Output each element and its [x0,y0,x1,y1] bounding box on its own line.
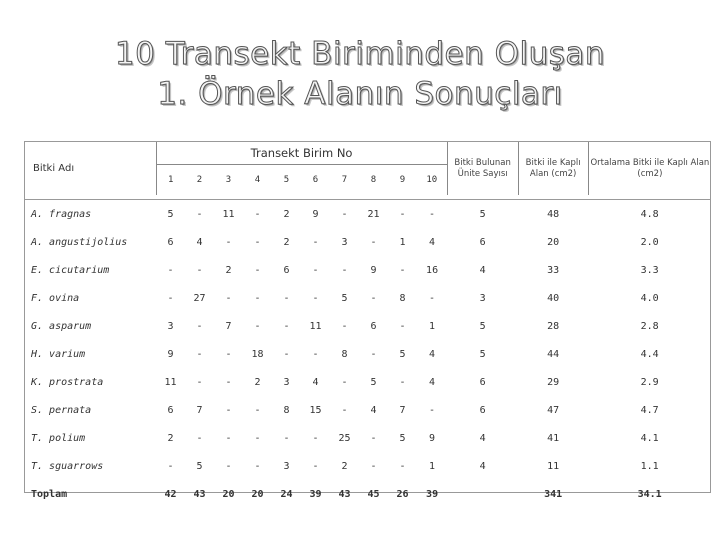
unit-value-cell: - [312,292,319,304]
unit-value-cell: - [429,404,436,416]
unit-value-cell: - [312,432,319,444]
unit-count-cell: 6 [479,376,486,388]
table-row [25,200,711,229]
table-row [25,452,711,480]
unit-count-cell [447,480,518,508]
average-area-cell: 34.1 [637,488,662,500]
unit-value-cell: 11 [222,208,235,220]
unit-value-cell: - [283,320,290,332]
average-area-header: Ortalama Bitki ile Kaplı Alan (cm2) [588,142,711,195]
unit-value-cell: - [341,320,348,332]
unit-value-cell: 3 [283,376,290,388]
average-area-cell: 4.0 [640,292,659,304]
unit-count-cell: 5 [479,208,486,220]
unit-value-cell: - [399,376,406,388]
table-row [25,396,711,424]
table-row [25,312,711,340]
unit-value-cell: 7 [399,404,406,416]
unit-value-cell: 4 [429,348,436,360]
unit-value-cell: 8 [399,292,406,304]
title-line-1: 10 Transekt Biriminden Oluşan [114,36,606,72]
unit-count-cell: 6 [479,236,486,248]
unit-value-cell: 42 [164,488,177,500]
table-row [25,340,711,368]
total-row [25,480,711,508]
average-area-cell: 4.4 [640,348,659,360]
unit-value-cell: - [399,264,406,276]
unit-value-cell: 3 [167,320,174,332]
covered-area-cell: 40 [547,292,560,304]
unit-value-cell: - [196,376,203,388]
title-line-2: 1. Örnek Alanın Sonuçları [157,76,563,112]
unit-number-header: 3 [225,175,232,185]
covered-area-cell: 33 [547,264,560,276]
covered-area-cell: 47 [547,404,560,416]
unit-value-cell: 5 [370,376,377,388]
average-area-cell: 2.9 [640,376,659,388]
unit-value-cell: 11 [164,376,177,388]
unit-value-cell: - [341,264,348,276]
unit-value-cell: 39 [426,488,439,500]
unit-value-cell: 6 [167,404,174,416]
table-row [25,368,711,396]
unit-value-cell: - [370,348,377,360]
unit-value-cell: - [312,236,319,248]
unit-value-cell: 18 [251,348,264,360]
unit-value-cell: 24 [280,488,293,500]
unit-number-header: 4 [254,175,261,185]
unit-value-cell: 27 [193,292,206,304]
unit-value-cell: - [167,460,174,472]
unit-value-cell: - [225,432,232,444]
unit-value-cell: 8 [283,404,290,416]
unit-value-cell: - [283,432,290,444]
unit-count-cell: 5 [479,320,486,332]
unit-value-cell: 1 [429,460,436,472]
average-area-cell: 4.1 [640,432,659,444]
plant-name: E. cicutarium [31,264,110,276]
unit-value-cell: - [167,264,174,276]
unit-value-cell: - [196,348,203,360]
unit-value-cell: 4 [196,236,203,248]
unit-number-header: 2 [196,175,203,185]
average-area-cell: 2.8 [640,320,659,332]
unit-value-cell: 5 [399,432,406,444]
unit-number-header: 7 [341,175,348,185]
unit-value-cell: 6 [167,236,174,248]
unit-value-cell: 15 [309,404,322,416]
unit-value-cell: 2 [167,432,174,444]
unit-value-cell: 7 [196,404,203,416]
plant-name: A. fragnas [31,208,92,220]
unit-value-cell: 4 [429,376,436,388]
unit-value-cell: 1 [399,236,406,248]
unit-value-cell: 2 [254,376,261,388]
unit-value-cell: 6 [370,320,377,332]
unit-value-cell: - [254,320,261,332]
average-area-cell: 2.0 [640,236,659,248]
unit-value-cell: - [196,320,203,332]
unit-number-header: 1 [156,165,185,196]
unit-value-cell: 43 [193,488,206,500]
table-body [25,200,711,509]
unit-value-cell: - [254,432,261,444]
unit-value-cell: - [399,320,406,332]
unit-value-cell: 6 [283,264,290,276]
unit-value-cell: - [370,432,377,444]
unit-value-cell: 5 [341,292,348,304]
unit-value-cell: - [429,208,436,220]
unit-value-cell: - [399,208,406,220]
unit-value-cell: 4 [370,404,377,416]
covered-area-cell: 11 [547,460,560,472]
unit-value-cell: 20 [251,488,264,500]
unit-value-cell: - [225,404,232,416]
unit-value-cell: 26 [396,488,409,500]
plant-name: F. ovina [31,292,80,304]
unit-number-header: 6 [312,175,319,185]
plant-name: H. varium [31,348,86,360]
covered-area-cell: 41 [547,432,560,444]
unit-value-cell: - [283,292,290,304]
table-row [25,284,711,312]
unit-value-cell: 9 [429,432,436,444]
unit-count-cell: 4 [479,432,486,444]
unit-value-cell: - [312,264,319,276]
table-row [25,228,711,256]
unit-value-cell: 3 [341,236,348,248]
slide-title [0,34,720,114]
covered-area-cell: 44 [547,348,560,360]
unit-value-cell: 8 [341,348,348,360]
unit-value-cell: - [283,348,290,360]
unit-value-cell: - [341,404,348,416]
unit-value-cell: 2 [341,460,348,472]
covered-area-header: Bitki ile Kaplı Alan (cm2) [518,142,588,195]
unit-value-cell: - [196,208,203,220]
unit-value-cell: - [196,432,203,444]
average-area-cell: 4.7 [640,404,659,416]
plant-name: S. pernata [31,404,92,416]
unit-number-header: 5 [283,175,290,185]
average-area-cell: 4.8 [640,208,659,220]
covered-area-cell: 29 [547,376,560,388]
unit-value-cell: 20 [222,488,235,500]
unit-value-cell: - [225,236,232,248]
unit-value-cell: - [370,460,377,472]
unit-value-cell: 25 [338,432,351,444]
unit-value-cell: 2 [283,208,290,220]
unit-value-cell: 11 [309,320,322,332]
plant-name: G. asparum [31,320,92,332]
unit-value-cell: - [341,376,348,388]
unit-value-cell: - [254,236,261,248]
unit-value-cell: - [312,348,319,360]
unit-value-cell: - [225,376,232,388]
unit-value-cell: - [254,264,261,276]
covered-area-cell: 341 [544,488,563,500]
unit-value-cell: - [254,460,261,472]
plant-name-header: Bitki Adı [33,163,75,174]
table-row [25,424,711,452]
results-table [25,142,711,508]
unit-value-cell: 7 [225,320,232,332]
unit-value-cell: - [341,208,348,220]
unit-value-cell: 9 [312,208,319,220]
unit-value-cell: - [196,264,203,276]
average-area-cell: 1.1 [640,460,659,472]
unit-value-cell: 1 [429,320,436,332]
unit-value-cell: - [399,460,406,472]
total-label: Toplam [31,488,68,500]
unit-value-cell: - [370,292,377,304]
unit-number-header: 10 [426,175,438,185]
covered-area-cell: 48 [547,208,560,220]
unit-value-cell: 21 [367,208,380,220]
unit-value-cell: - [254,292,261,304]
unit-value-cell: 43 [338,488,351,500]
covered-area-cell: 28 [547,320,560,332]
plant-name: T. polium [31,432,86,444]
unit-number-header: 8 [370,175,377,185]
unit-value-cell: 2 [225,264,232,276]
unit-value-cell: - [370,236,377,248]
unit-value-cell: 9 [167,348,174,360]
results-table-container [24,141,711,500]
unit-value-cell: - [254,208,261,220]
unit-value-cell: - [312,460,319,472]
unit-value-cell: - [254,404,261,416]
average-area-cell: 3.3 [640,264,659,276]
unit-count-cell: 6 [479,404,486,416]
unit-value-cell: 5 [399,348,406,360]
unit-value-cell: - [429,292,436,304]
unit-value-cell: - [225,460,232,472]
unit-value-cell: - [167,292,174,304]
unit-count-cell: 5 [479,348,486,360]
unit-value-cell: 9 [370,264,377,276]
unit-value-cell: 45 [367,488,380,500]
plant-name: K. prostrata [31,376,104,388]
unit-value-cell: 16 [426,264,439,276]
unit-count-cell: 4 [479,460,486,472]
unit-count-cell: 3 [479,292,486,304]
transect-unit-header: Transekt Birim No [156,142,447,165]
plant-name: A. angustijolius [31,236,128,248]
unit-value-cell: 39 [309,488,322,500]
unit-count-cell: 4 [479,264,486,276]
covered-area-cell: 20 [547,236,560,248]
unit-number-header: 9 [399,175,406,185]
unit-value-cell: 2 [283,236,290,248]
unit-value-cell: 3 [283,460,290,472]
unit-value-cell: 5 [167,208,174,220]
unit-value-cell: 4 [429,236,436,248]
plant-name: T. sguarrows [31,460,104,472]
unit-count-header: Bitki Bulunan Ünite Sayısı [447,142,518,195]
unit-value-cell: 4 [312,376,319,388]
unit-value-cell: - [225,292,232,304]
table-row [25,256,711,284]
unit-value-cell: 5 [196,460,203,472]
unit-value-cell: - [225,348,232,360]
